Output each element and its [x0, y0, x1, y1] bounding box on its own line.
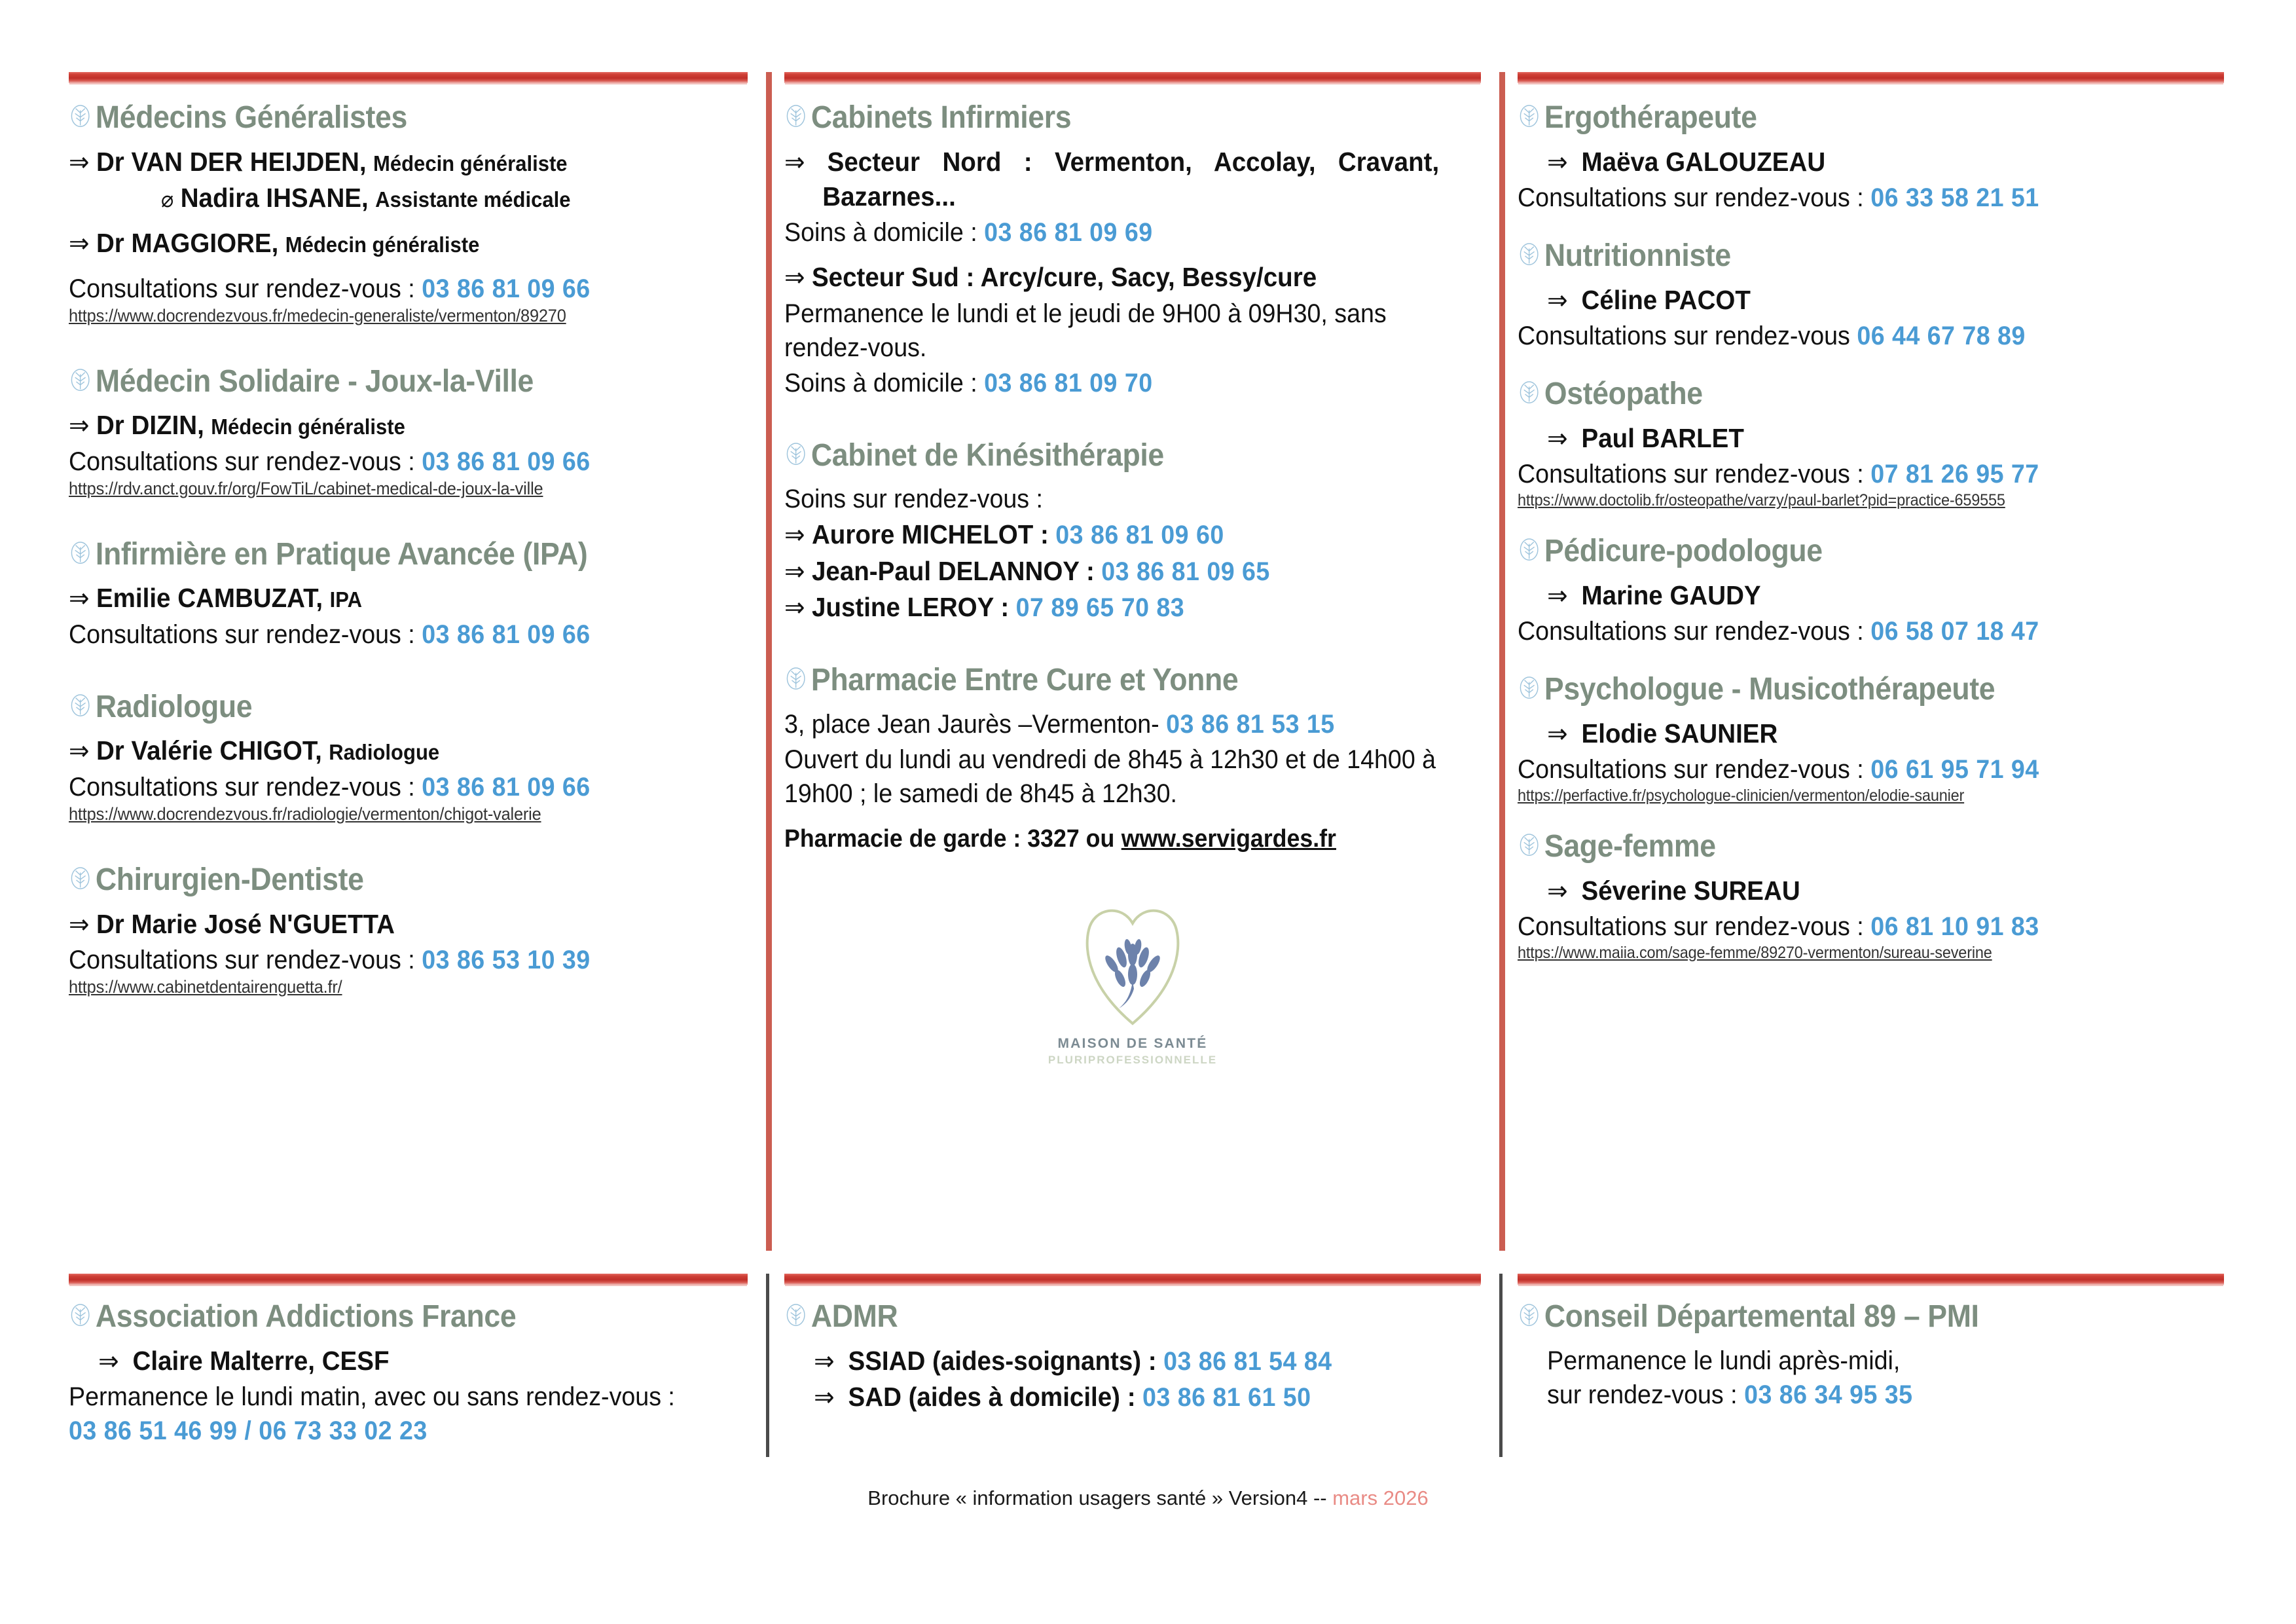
phone-number[interactable]: 06 58 07 18 47 — [1870, 617, 2039, 646]
arrow-icon: ⇒ — [1547, 719, 1568, 748]
section-medecin-solidaire — [69, 364, 748, 499]
section-pharmacie — [784, 663, 1481, 855]
practitioner-name: Nadira IHSANE, — [180, 183, 369, 213]
contact-label: Consultations sur rendez-vous : — [1518, 755, 1864, 784]
heart-tree-logo-icon — [1070, 889, 1195, 1033]
contact-label: Consultations sur rendez-vous : — [1518, 617, 1864, 646]
arrow-icon: ⇒ — [814, 1346, 835, 1376]
practitioner-role: IPA — [329, 587, 362, 612]
phone-number[interactable]: 03 86 81 61 50 — [1142, 1383, 1311, 1412]
contact-row — [69, 943, 707, 977]
contact-row — [1518, 181, 2181, 215]
phone-number[interactable]: 06 81 10 91 83 — [1870, 912, 2039, 942]
red-rule-bottom-left — [69, 1274, 748, 1285]
section-sage-femme — [1518, 829, 2224, 963]
arrow-icon: ⇒ — [98, 1346, 119, 1376]
phone-number[interactable]: 07 89 65 70 83 — [1015, 593, 1185, 622]
arrow-icon: ⇒ — [69, 411, 90, 441]
sector-sud-hours: Permanence le lundi et le jeudi de 9H00 à 09H30, sans rendez-vous. — [784, 299, 1387, 362]
heading-text: Psychologue - Musicothérapeute — [1544, 672, 1995, 707]
section-heading — [784, 438, 1432, 473]
phone-number[interactable]: 03 86 81 09 66 — [422, 274, 591, 303]
section-heading — [784, 663, 1432, 698]
tree-icon — [69, 1302, 92, 1328]
practitioner-name: Emilie CAMBUZAT, — [96, 583, 323, 614]
phone-number[interactable]: 03 86 81 09 69 — [984, 218, 1153, 248]
pharmacy-hours: Ouvert du lundi au vendredi de 8h45 à 12h30 et de 14h00 à 19h00 ; le samedi de 8h45 à 12h30. — [784, 745, 1436, 809]
arrow-icon: ⇒ — [784, 147, 805, 177]
practitioner-row — [69, 733, 707, 768]
column-separator — [766, 72, 772, 1251]
service-row — [784, 1344, 1439, 1378]
footer-text: Brochure « information usagers santé » Version4 -- — [867, 1486, 1327, 1509]
booking-link[interactable]: https://www.maiia.com/sage-femme/89270-vermenton/sureau-severine — [1518, 944, 1992, 963]
arrow-icon: ⇒ — [1547, 424, 1568, 453]
contact-row — [1518, 457, 2181, 491]
practitioner-name: Justine LEROY : — [811, 591, 1010, 622]
booking-link[interactable]: https://www.docrendezvous.fr/medecin-generaliste/vermenton/89270 — [69, 305, 566, 325]
pharmacy-address-row — [784, 707, 1439, 741]
arrow-icon: ⇒ — [69, 147, 90, 177]
section-heading — [1518, 672, 2174, 707]
arrow-icon: ⇒ — [1547, 581, 1568, 610]
section-chirurgien-dentiste — [69, 862, 748, 997]
booking-link[interactable]: https://www.doctolib.fr/osteopathe/varzy/paul-barlet?pid=practice-659555 — [1518, 491, 2005, 510]
heading-text: Ostéopathe — [1544, 377, 1703, 412]
practitioner-name: Claire Malterre, CESF — [132, 1345, 390, 1376]
phone-number[interactable]: 06 61 95 71 94 — [1870, 755, 2039, 784]
sector-sud-label: Secteur Sud : Arcy/cure, Sacy, Bessy/cure — [811, 262, 1317, 293]
contact-row — [784, 366, 1439, 400]
availability-line-1: Permanence le lundi après-midi, — [1547, 1346, 1901, 1375]
practitioner-name: Dr DIZIN, — [96, 410, 204, 441]
practitioner-row — [69, 581, 707, 616]
contact-row — [69, 445, 707, 479]
red-rule-middle — [784, 72, 1481, 83]
column-middle — [766, 72, 1499, 1257]
practitioner-name: Dr VAN DER HEIJDEN, — [96, 146, 367, 177]
phone-number[interactable]: 03 86 81 09 66 — [422, 619, 591, 649]
section-heading — [69, 862, 700, 898]
practitioner-role: Assistante médicale — [375, 187, 571, 212]
practitioner-row — [1518, 283, 2181, 318]
heading-text: Médecin Solidaire - Joux-la-Ville — [95, 363, 534, 399]
section-heading — [69, 537, 700, 572]
arrow-icon: ⇒ — [784, 557, 805, 586]
tree-icon — [1518, 674, 1540, 701]
practitioner-name: Jean-Paul DELANNOY : — [811, 555, 1095, 586]
tree-icon — [69, 540, 92, 566]
contact-row — [1518, 752, 2181, 786]
section-heading — [784, 100, 1432, 136]
contact-label: Consultations sur rendez-vous : — [69, 274, 415, 303]
arrow-icon: ⇒ — [1547, 147, 1568, 177]
tree-icon — [784, 441, 807, 467]
section-heading — [1518, 1299, 2174, 1335]
arrow-icon: ⇒ — [784, 263, 805, 293]
heading-text: Nutritionniste — [1544, 238, 1731, 274]
section-kinesitherapie — [784, 438, 1481, 625]
practitioner-row — [69, 226, 707, 261]
service-label: SAD (aides à domicile) : — [848, 1382, 1136, 1412]
arrow-icon: ⇒ — [1547, 286, 1568, 315]
heading-text: Conseil Départemental 89 – PMI — [1544, 1299, 1979, 1334]
tree-icon — [1518, 1302, 1540, 1328]
service-row — [784, 1380, 1439, 1414]
practitioner-name: Dr Valérie CHIGOT, — [96, 735, 322, 766]
tree-icon — [784, 665, 807, 692]
tree-icon — [1518, 241, 1540, 267]
section-medecins-generalistes — [69, 100, 748, 326]
section-heading — [1518, 829, 2174, 864]
arrow-icon: ⇒ — [784, 521, 805, 550]
practitioner-row — [1518, 578, 2181, 613]
maison-de-sante-logo — [784, 889, 1481, 1067]
heading-text: Pharmacie Entre Cure et Yonne — [811, 663, 1239, 698]
pencil-icon: ⌀ — [161, 187, 174, 213]
contact-row — [784, 215, 1439, 249]
logo-caption-secondary: PLURIPROFESSIONNELLE — [1048, 1054, 1218, 1067]
practitioner-name: Dr MAGGIORE, — [96, 228, 279, 259]
red-rule-bottom-right — [1518, 1274, 2224, 1285]
sector-nord-row — [784, 145, 1439, 215]
tree-icon — [1518, 832, 1540, 858]
garde-link[interactable]: www.servigardes.fr — [1121, 825, 1336, 853]
heading-text: Association Addictions France — [95, 1299, 517, 1334]
tree-icon — [784, 103, 807, 129]
section-heading — [784, 1299, 1432, 1335]
bottom-column-left — [62, 1274, 766, 1464]
logo-caption: MAISON DE SANTÉ — [1057, 1036, 1208, 1052]
practitioner-name: Aurore MICHELOT : — [811, 519, 1049, 550]
contact-label: Consultations sur rendez-vous : — [69, 619, 415, 649]
tree-icon — [69, 865, 92, 891]
tree-icon — [1518, 536, 1540, 563]
contact-row — [1518, 614, 2181, 648]
section-nutritionniste — [1518, 238, 2224, 353]
contact-label: Consultations sur rendez-vous : — [1518, 460, 1864, 489]
availability-row — [69, 1380, 707, 1448]
contact-label: Consultations sur rendez-vous : — [69, 945, 415, 974]
contact-label: Consultations sur rendez-vous : — [69, 447, 415, 476]
phone-number[interactable]: 03 86 81 09 65 — [1101, 557, 1270, 586]
practitioner-row — [69, 145, 707, 179]
sector-nord-label: Secteur Nord : Vermenton, Accolay, Cravant, Bazarnes... — [822, 146, 1440, 212]
practitioner-row — [1518, 145, 2181, 179]
section-pedicure-podologue — [1518, 534, 2224, 648]
arrow-icon: ⇒ — [69, 584, 90, 614]
section-cabinets-infirmiers — [784, 100, 1481, 400]
top-band — [62, 72, 2242, 1257]
section-heading — [69, 1299, 700, 1335]
section-radiologue — [69, 690, 748, 824]
bottom-column-middle — [766, 1274, 1499, 1464]
phone-number[interactable]: 03 86 81 09 66 — [422, 447, 591, 476]
home-care-label: Soins à domicile : — [784, 218, 977, 248]
red-rule-left — [69, 72, 748, 83]
arrow-icon: ⇒ — [69, 737, 90, 766]
practitioner-row — [784, 517, 1439, 552]
phone-number[interactable]: 07 81 26 95 77 — [1870, 460, 2039, 489]
arrow-icon: ⇒ — [814, 1383, 835, 1412]
arrow-icon: ⇒ — [784, 593, 805, 622]
contact-row — [1518, 910, 2181, 944]
heading-text: Radiologue — [95, 689, 253, 724]
section-ergotherapeute — [1518, 100, 2224, 215]
heading-text: Infirmière en Pratique Avancée (IPA) — [95, 536, 588, 572]
practitioner-row — [69, 907, 707, 942]
phone-number[interactable]: 03 86 81 09 60 — [1055, 521, 1224, 550]
contact-label: Consultations sur rendez-vous : — [1518, 912, 1864, 942]
kine-intro: Soins sur rendez-vous : — [784, 485, 1043, 514]
practitioner-role: Médecin généraliste — [373, 151, 568, 175]
practitioner-name: Dr Marie José N'GUETTA — [96, 908, 395, 939]
column-separator — [766, 1274, 769, 1457]
contact-row — [69, 618, 707, 652]
availability-row — [1518, 1378, 2181, 1412]
practitioner-name: Paul BARLET — [1581, 422, 1744, 453]
service-label: SSIAD (aides-soignants) : — [848, 1345, 1157, 1376]
section-heading — [69, 364, 700, 399]
section-heading — [1518, 534, 2174, 569]
practitioner-row — [69, 408, 707, 443]
contact-row — [69, 272, 707, 306]
heading-text: Médecins Généralistes — [95, 100, 407, 135]
practitioner-name: Elodie SAUNIER — [1581, 718, 1778, 748]
heading-text: Chirurgien-Dentiste — [95, 862, 364, 897]
availability-text: Permanence le lundi matin, avec ou sans rendez-vous : — [69, 1382, 675, 1412]
phone-number[interactable]: 06 33 58 21 51 — [1870, 183, 2039, 213]
arrow-icon: ⇒ — [69, 910, 90, 939]
practitioner-role: Médecin généraliste — [285, 232, 480, 257]
phone-number[interactable]: 03 86 81 54 84 — [1163, 1346, 1332, 1376]
section-heading — [69, 100, 700, 136]
section-heading — [1518, 377, 2174, 412]
practitioner-row — [784, 554, 1439, 589]
column-separator — [1499, 1274, 1503, 1457]
column-right — [1499, 72, 2242, 1257]
booking-link[interactable]: https://www.docrendezvous.fr/radiologie/vermenton/chigot-valerie — [69, 803, 541, 824]
tree-icon — [69, 367, 92, 393]
practitioner-role: Médecin généraliste — [211, 415, 405, 439]
tree-icon — [1518, 103, 1540, 129]
sector-sud-row — [784, 260, 1439, 295]
column-left — [62, 72, 766, 1257]
booking-link[interactable]: https://perfactive.fr/psychologue-clinicien/vermenton/elodie-saunier — [1518, 786, 1965, 805]
practitioner-name: Maëva GALOUZEAU — [1581, 146, 1826, 177]
phone-number[interactable]: 06 44 67 78 89 — [1857, 322, 2026, 351]
section-psychologue-musicotherapeute — [1518, 672, 2224, 805]
footer-date: mars 2026 — [1332, 1486, 1429, 1509]
garde-label: Pharmacie de garde : 3327 ou — [784, 825, 1115, 853]
practitioner-row — [1518, 874, 2181, 908]
heading-text: Sage-femme — [1544, 829, 1716, 864]
tree-icon — [69, 103, 92, 129]
phone-number[interactable]: 03 86 81 09 70 — [984, 368, 1153, 397]
arrow-icon: ⇒ — [1547, 876, 1568, 906]
phone-number[interactable]: 03 86 81 09 66 — [422, 772, 591, 802]
heading-text: Cabinet de Kinésithérapie — [811, 437, 1164, 473]
heading-text: Cabinets Infirmiers — [811, 100, 1072, 135]
practitioner-row — [69, 181, 707, 215]
bottom-band — [62, 1274, 2242, 1464]
practitioner-row — [69, 1344, 707, 1378]
contact-row — [1518, 319, 2181, 353]
section-ipa — [69, 537, 748, 652]
contact-label: Consultations sur rendez-vous : — [69, 772, 415, 802]
section-heading — [69, 690, 700, 725]
tree-icon — [69, 692, 92, 718]
footer — [0, 1486, 2296, 1510]
tree-icon — [784, 1302, 807, 1328]
home-care-label: Soins à domicile : — [784, 368, 977, 397]
pharmacy-garde-row — [784, 821, 1439, 855]
tree-icon — [1518, 379, 1540, 405]
column-separator — [1499, 72, 1505, 1251]
phone-number[interactable]: 03 86 81 53 15 — [1166, 710, 1335, 739]
section-heading — [1518, 100, 2174, 136]
practitioner-name: Séverine SUREAU — [1581, 875, 1800, 906]
bottom-column-right — [1499, 1274, 2242, 1464]
section-heading — [1518, 238, 2174, 274]
contact-row — [69, 770, 707, 804]
heading-text: Pédicure-podologue — [1544, 534, 1823, 569]
phone-number[interactable]: 03 86 34 95 35 — [1744, 1380, 1913, 1409]
booking-link[interactable]: https://rdv.anct.gouv.fr/org/FowTiL/cabinet-medical-de-joux-la-ville — [69, 478, 543, 498]
practitioner-role: Radiologue — [329, 740, 440, 765]
heading-text: ADMR — [811, 1299, 898, 1334]
contact-label: Consultations sur rendez-vous — [1518, 322, 1850, 351]
booking-link[interactable]: https://www.cabinetdentairenguetta.fr/ — [69, 976, 342, 997]
availability-label: sur rendez-vous : — [1547, 1380, 1738, 1409]
pharmacy-address: 3, place Jean Jaurès –Vermenton- — [784, 710, 1159, 739]
phone-number[interactable]: 03 86 51 46 99 / 06 73 33 02 23 — [69, 1416, 428, 1446]
heading-text: Ergothérapeute — [1544, 100, 1757, 135]
practitioner-row — [784, 590, 1439, 625]
practitioner-name: Marine GAUDY — [1581, 580, 1761, 610]
red-rule-right — [1518, 72, 2224, 83]
red-rule-bottom-middle — [784, 1274, 1481, 1285]
section-osteopathe — [1518, 377, 2224, 510]
contact-label: Consultations sur rendez-vous : — [1518, 183, 1864, 213]
practitioner-name: Céline PACOT — [1581, 284, 1751, 315]
practitioner-row — [1518, 716, 2181, 751]
practitioner-row — [1518, 421, 2181, 456]
arrow-icon: ⇒ — [69, 229, 90, 259]
phone-number[interactable]: 03 86 53 10 39 — [422, 945, 591, 974]
